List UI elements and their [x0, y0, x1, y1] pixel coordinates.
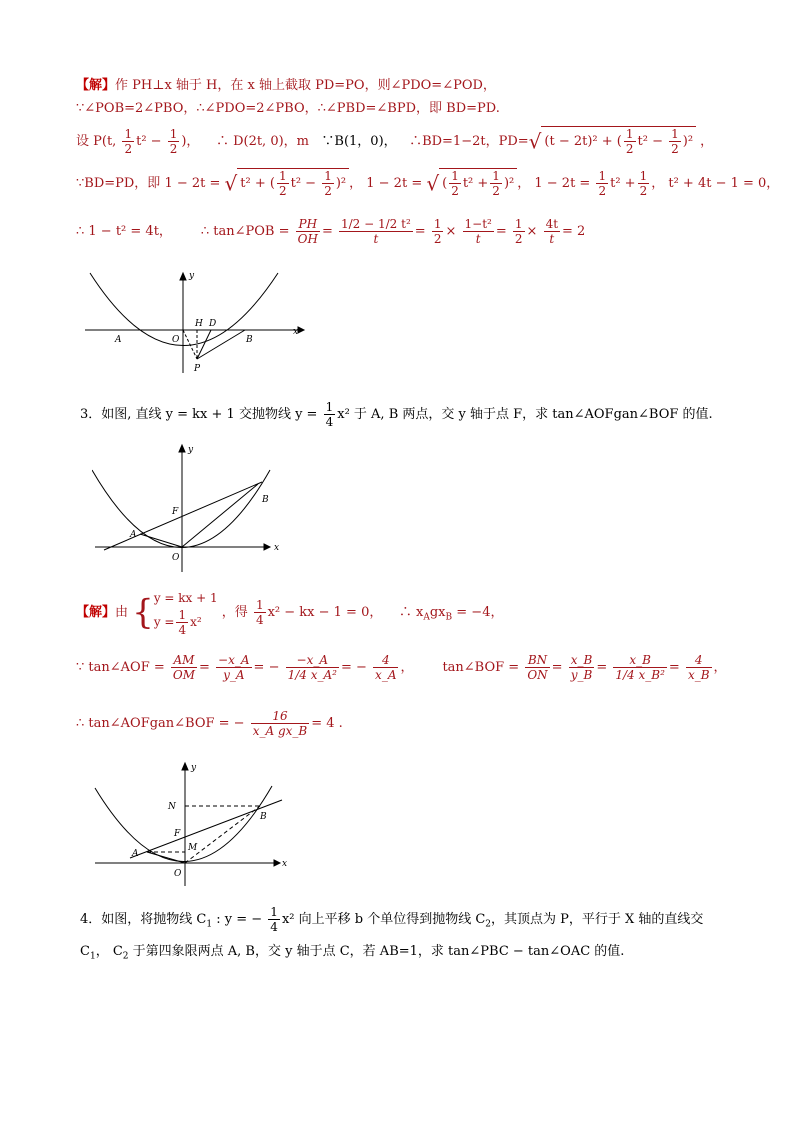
sol3-c: x² − kx − 1 = 0，: [267, 605, 383, 620]
figure-1: [80, 268, 310, 378]
fig1-label-H: H: [195, 319, 203, 329]
fig2-label-A: A: [130, 530, 137, 540]
sol3-e: ∵ tan∠AOF =: [76, 660, 165, 675]
fig2-label-x: x: [274, 543, 280, 553]
q3-number: 3．: [80, 407, 102, 422]
sol1-line4: ∵BD=PD，即 1 − 2t = √ t² + ( $\frac{1}{2}$ t² − $\frac{1}{2}$ )² ， 1 − 2t = √ ( $\frac{1}{2}$ t² + $\frac{1}{2}$ )² ， 1 − 2t = $\frac{1}{2}$ t² + $\frac{1}{2}$ ， t² + 4t − 1 = 0，: [76, 169, 780, 198]
fig2-label-B: B: [262, 495, 269, 505]
frac-bn-on: $\frac{BN}{ON}$: [527, 653, 548, 682]
sol1-l3c: )，: [181, 134, 200, 149]
fig1-label-D: D: [209, 319, 217, 329]
question-3: [80, 400, 713, 430]
sqrt-1: t² + ( $\frac{1}{2}$ t² − $\frac{1}{2}$ )²: [237, 168, 349, 199]
frac-half: $\frac{1}{2}$: [169, 127, 178, 156]
fig3-parabola: [95, 786, 272, 862]
fig3-label-A: A: [132, 849, 139, 859]
sol3-a: 由: [115, 605, 129, 620]
fig2-seg-ob: [182, 484, 258, 547]
sqrt-pd: (t − 2t)² + ( $\frac{1}{2}$ t² − $\frac{1}{2}$ )²: [541, 126, 696, 157]
fig3-label-O: O: [174, 869, 182, 879]
sol3-h: ∴ tan∠AOFgan∠BOF = −: [76, 716, 245, 731]
fig3-y-arrow: [182, 763, 188, 770]
frac-xb-quad: $\frac{x\_B}{\text{1/4 x\_B²}}$: [615, 653, 665, 682]
fig3-label-x: x: [282, 859, 288, 869]
fig3-label-y: y: [191, 763, 197, 773]
sol3-b: ，得: [221, 605, 248, 620]
fig2-label-y: y: [188, 445, 194, 455]
sol1-l4a: ∵BD=PD，即 1 − 2t =: [76, 176, 221, 191]
q4-number: 4．: [80, 912, 102, 927]
question-4-line2: $C_1$， $C_2$ 于第四象限两点 A, B，交 y 轴于点 C，若 AB=1，求 tan∠PBC − tan∠OAC 的值.: [80, 944, 625, 962]
sol1-line5: ∴ 1 − t² = 4t， ∴ tan∠POB = $\frac{PH}{OH}$ = $\frac{\text{1/2 − 1/2 t²}}{t}$ = $\frac{1}{2}$ × $\frac{\text{1−t²}}{t}$ = $\frac{1}{2}$ × $\frac{4t}{t}$ = 2: [76, 217, 586, 246]
fig1-label-O: O: [172, 335, 180, 345]
sol3-i: = 4 .: [311, 716, 343, 731]
sol3-line1: 【解】由 { y = kx + 1 y = $\frac{1}{4}$ x² ，得 $\frac{1}{4}$ x² − kx − 1 = 0， ∴ $x_Agx_B = -4$，: [76, 588, 503, 643]
sol1-l4e: ， 1 − 2t =: [349, 176, 423, 191]
sol1-text2: ∵∠POB=2∠PBO，∴∠PDO=2∠PBO，∴∠PBD=∠BPD，即 BD=PD.: [76, 101, 500, 116]
solution-tag: 【解】: [76, 605, 116, 620]
fig3-seg-ob: [185, 806, 260, 863]
q3-text-a: 如图, 直线 y = kx + 1 交抛物线 y =: [101, 407, 318, 422]
q3-frac: $\frac{1}{4}$: [325, 400, 334, 429]
fig2-seg-oa: [140, 534, 182, 547]
sol1-l3a: 设 P(t,: [76, 134, 121, 149]
question-4-line1: 4．如图，将抛物线 $C_1$ : y = − $\frac{1}{4}$ x² 向上平移 b 个单位得到抛物线 $C_2$，其顶点为 P，平行于 X 轴的直线交: [80, 905, 704, 934]
frac-big: $\frac{\text{1/2 − 1/2 t²}}{t}$: [341, 217, 411, 246]
fig1-y-arrow: [180, 273, 186, 280]
fig2-label-O: O: [172, 553, 180, 563]
q3-text-b: x² 于 A, B 两点，交 y 轴于点 F，求 tan∠AOFgan∠BOF 的值.: [337, 407, 713, 422]
sol1-l3b: t² −: [136, 134, 166, 149]
sol3-g: tan∠BOF =: [442, 660, 520, 675]
frac-4-xa: $\frac{4}{x\_A}$: [375, 653, 397, 682]
sqrt-2: ( $\frac{1}{2}$ t² + $\frac{1}{2}$ )²: [439, 168, 517, 199]
sol1-l3d: ∴ D(2t, 0)，m: [215, 134, 309, 149]
figure-3: [92, 758, 292, 888]
fig2-y-arrow: [179, 445, 185, 452]
frac-ph-oh: $\frac{PH}{OH}$: [297, 217, 318, 246]
fig3-label-B: B: [260, 812, 267, 822]
figure-2: [92, 440, 292, 575]
sol1-line3: 设 P(t, $\frac{1}{2}$ t² − $\frac{1}{2}$ )， ∴ D(2t, 0)，m ∵B(1，0)， ∴BD=1−2t，PD=√ (t − 2t)² + ( $\frac{1}{2}$ t² − $\frac{1}{2}$ )² ，: [76, 127, 714, 156]
fig2-parabola: [92, 470, 270, 548]
fig1-label-x: x: [293, 327, 299, 337]
frac-xa-ya: $\frac{-x\_A}{y\_A}$: [218, 653, 250, 682]
fig3-seg-oa: [147, 852, 185, 863]
sol1-l5a: ∴ 1 − t² = 4t，: [76, 224, 172, 239]
frac-half: $\frac{1}{2}$: [124, 127, 133, 156]
solution-tag: 【解】: [76, 78, 116, 93]
sol1-l5b: ∴ tan∠POB =: [200, 224, 290, 239]
frac-4-xb: $\frac{4}{x\_B}$: [687, 653, 710, 682]
q4-a: 如图，将抛物线 C: [101, 912, 207, 927]
sol3-line2: ∵ tan∠AOF = $\frac{AM}{OM}$ = $\frac{-x\_A}{y\_A}$ = − $\frac{-x\_A}{\text{1/4 x\_A²}}$ = − $\frac{4}{x\_A}$ ， tan∠BOF = $\frac{BN}{ON}$ = $\frac{x\_B}{y\_B}$ = $\frac{x\_B}{\text{1/4 x\_B²}}$ = $\frac{4}{x\_B}$ ，: [76, 653, 727, 682]
fig2-label-F: F: [172, 507, 179, 517]
frac-4t: $\frac{4t}{t}$: [545, 217, 559, 246]
fig1-label-A: A: [115, 335, 122, 345]
frac-am-om: $\frac{AM}{OM}$: [172, 653, 195, 682]
q4-c: ，其顶点为 P，平行于 X 轴的直线交: [491, 912, 704, 927]
fig1-x-arrow: [298, 327, 304, 333]
q4-f: 于第四象限两点 A, B，交 y 轴于点 C，若 AB=1，求 tan∠PBC − tan∠OAC 的值.: [128, 944, 625, 959]
sol1-l3e: ∵B(1，0)，: [321, 134, 397, 149]
fig3-label-M: M: [188, 843, 198, 853]
sol3-line3: [76, 706, 343, 742]
q4-frac: $\frac{1}{4}$: [270, 905, 278, 934]
sol1-l4k: ， t² + 4t − 1 = 0，: [651, 176, 780, 191]
frac-xa-quad: $\frac{-x\_A}{\text{1/4 x\_A²}}$: [287, 653, 337, 682]
fig1-label-B: B: [246, 335, 253, 345]
sol1-line1: [76, 77, 496, 95]
fig3-x-arrow: [274, 860, 280, 866]
equation-system: y = kx + 1 y = $\frac{1}{4}$ x²: [153, 591, 218, 637]
q4-b: x² 向上平移 b 个单位得到抛物线 C: [281, 912, 486, 927]
frac-16: $\frac{16}{\text{x\_A gx\_B}}$: [252, 709, 308, 738]
system-brace: {: [132, 592, 154, 633]
sol3-d: ∴ x: [398, 605, 424, 620]
fig3-line: [130, 800, 282, 858]
fig3-label-N: N: [168, 802, 176, 812]
fig3-label-F: F: [174, 829, 181, 839]
sol1-line2: [76, 100, 500, 118]
frac-1mt2: $\frac{\text{1−t²}}{t}$: [464, 217, 492, 246]
fig1-label-P: P: [194, 364, 201, 374]
sol1-l3f: ∴BD=1−2t，PD=: [409, 134, 529, 149]
fig2-x-arrow: [264, 544, 270, 550]
sol1-l4i: ， 1 − 2t =: [517, 176, 591, 191]
frac-xb-yb: $\frac{x\_B}{y\_B}$: [570, 653, 593, 682]
sol1-text1: 作 PH⊥x 轴于 H，在 x 轴上截取 PD=PO，则∠PDO=∠POD，: [115, 78, 496, 93]
fig1-label-y: y: [189, 271, 195, 281]
